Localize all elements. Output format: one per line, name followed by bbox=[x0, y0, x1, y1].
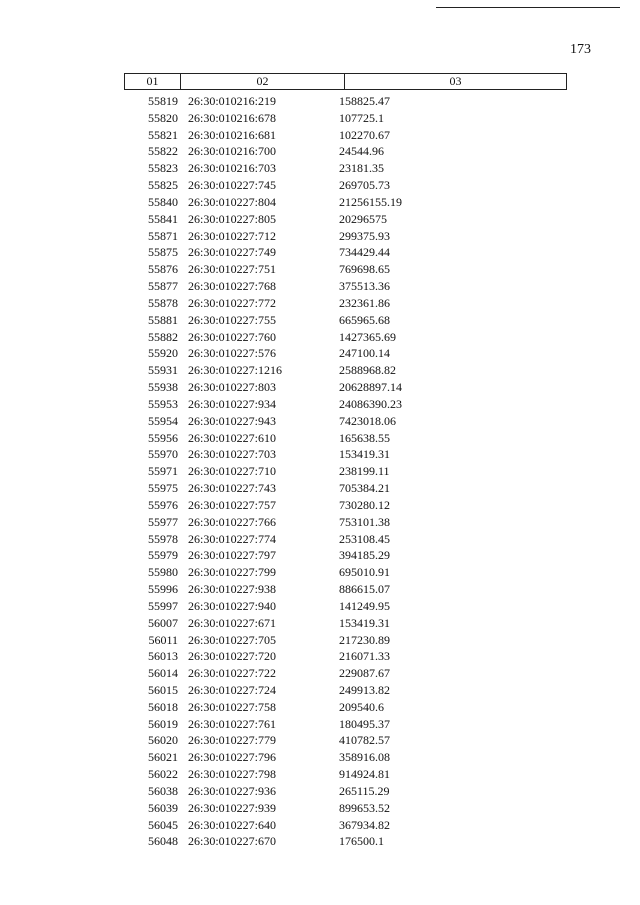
cadastral-number-cell: 26:30:010227:805 bbox=[188, 211, 277, 226]
value-cell: 229087.67 bbox=[339, 666, 390, 681]
row-id-cell: 55980 bbox=[148, 565, 178, 580]
table-row bbox=[124, 699, 567, 716]
table-row bbox=[124, 547, 567, 564]
table-row bbox=[124, 800, 567, 817]
cadastral-number-cell: 26:30:010227:796 bbox=[188, 750, 277, 765]
value-cell: 394185.29 bbox=[339, 548, 390, 563]
value-cell: 705384.21 bbox=[339, 481, 390, 496]
cadastral-number-cell: 26:30:010227:724 bbox=[188, 682, 277, 697]
row-id-cell: 56015 bbox=[148, 682, 178, 697]
cadastral-number-cell: 26:30:010227:940 bbox=[188, 598, 277, 613]
cadastral-number-cell: 26:30:010227:640 bbox=[188, 817, 277, 832]
cadastral-number-cell: 26:30:010227:936 bbox=[188, 783, 277, 798]
table-row bbox=[124, 228, 567, 245]
cadastral-number-cell: 26:30:010216:700 bbox=[188, 144, 277, 159]
page-number: 173 bbox=[570, 42, 591, 57]
row-id-cell: 56007 bbox=[148, 615, 178, 630]
value-cell: 21256155.19 bbox=[339, 194, 402, 209]
table-row bbox=[124, 345, 567, 362]
cadastral-number-cell: 26:30:010227:751 bbox=[188, 262, 277, 277]
value-cell: 253108.45 bbox=[339, 531, 390, 546]
row-id-cell: 56045 bbox=[148, 817, 178, 832]
row-id-cell: 55977 bbox=[148, 514, 178, 529]
cadastral-number-cell: 26:30:010216:678 bbox=[188, 110, 277, 125]
row-id-cell: 56039 bbox=[148, 800, 178, 815]
row-id-cell: 55970 bbox=[148, 447, 178, 462]
cadastral-number-cell: 26:30:010227:939 bbox=[188, 800, 277, 815]
table-row bbox=[124, 430, 567, 447]
row-id-cell: 55882 bbox=[148, 329, 178, 344]
value-cell: 165638.55 bbox=[339, 430, 390, 445]
row-id-cell: 55920 bbox=[148, 346, 178, 361]
table-row bbox=[124, 110, 567, 127]
row-id-cell: 55821 bbox=[148, 127, 178, 142]
value-cell: 695010.91 bbox=[339, 565, 390, 580]
table-row bbox=[124, 295, 567, 312]
value-cell: 2588968.82 bbox=[339, 363, 396, 378]
top-rule bbox=[436, 7, 620, 8]
cadastral-number-cell: 26:30:010227:758 bbox=[188, 699, 277, 714]
table-row bbox=[124, 278, 567, 295]
value-cell: 232361.86 bbox=[339, 295, 390, 310]
value-cell: 176500.1 bbox=[339, 834, 384, 849]
row-id-cell: 55938 bbox=[148, 380, 178, 395]
table-row bbox=[124, 531, 567, 548]
table-header bbox=[124, 73, 567, 90]
table-row bbox=[124, 379, 567, 396]
value-cell: 914924.81 bbox=[339, 767, 390, 782]
cadastral-number-cell: 26:30:010227:671 bbox=[188, 615, 277, 630]
row-id-cell: 56018 bbox=[148, 699, 178, 714]
table-row bbox=[124, 497, 567, 514]
value-cell: 7423018.06 bbox=[339, 413, 396, 428]
row-id-cell: 56019 bbox=[148, 716, 178, 731]
value-cell: 730280.12 bbox=[339, 497, 390, 512]
row-id-cell: 55871 bbox=[148, 228, 178, 243]
table-row bbox=[124, 783, 567, 800]
table-row bbox=[124, 766, 567, 783]
table-row bbox=[124, 312, 567, 329]
cadastral-number-cell: 26:30:010227:745 bbox=[188, 178, 277, 193]
cadastral-number-cell: 26:30:010227:943 bbox=[188, 413, 277, 428]
cadastral-number-cell: 26:30:010227:755 bbox=[188, 312, 277, 327]
table-row bbox=[124, 93, 567, 110]
column-header-03: 03 bbox=[449, 74, 462, 88]
row-id-cell: 55956 bbox=[148, 430, 178, 445]
value-cell: 367934.82 bbox=[339, 817, 390, 832]
cadastral-number-cell: 26:30:010227:774 bbox=[188, 531, 277, 546]
row-id-cell: 55876 bbox=[148, 262, 178, 277]
cadastral-number-cell: 26:30:010227:779 bbox=[188, 733, 277, 748]
table-row bbox=[124, 143, 567, 160]
row-id-cell: 55971 bbox=[148, 464, 178, 479]
table-row bbox=[124, 615, 567, 632]
value-cell: 410782.57 bbox=[339, 733, 390, 748]
value-cell: 265115.29 bbox=[339, 783, 390, 798]
table-row bbox=[124, 480, 567, 497]
table-row bbox=[124, 564, 567, 581]
value-cell: 899653.52 bbox=[339, 800, 390, 815]
row-id-cell: 55877 bbox=[148, 279, 178, 294]
table-row bbox=[124, 160, 567, 177]
cadastral-number-cell: 26:30:010227:712 bbox=[188, 228, 277, 243]
value-cell: 153419.31 bbox=[339, 447, 390, 462]
cadastral-number-cell: 26:30:010227:804 bbox=[188, 194, 277, 209]
cadastral-number-cell: 26:30:010227:757 bbox=[188, 497, 277, 512]
cadastral-number-cell: 26:30:010227:703 bbox=[188, 447, 277, 462]
cadastral-number-cell: 26:30:010227:766 bbox=[188, 514, 277, 529]
cadastral-number-cell: 26:30:010227:761 bbox=[188, 716, 277, 731]
cadastral-number-cell: 26:30:010227:768 bbox=[188, 279, 277, 294]
row-id-cell: 55825 bbox=[148, 178, 178, 193]
table-row bbox=[124, 632, 567, 649]
table-row bbox=[124, 716, 567, 733]
value-cell: 753101.38 bbox=[339, 514, 390, 529]
table-row bbox=[124, 194, 567, 211]
row-id-cell: 56021 bbox=[148, 750, 178, 765]
row-id-cell: 55953 bbox=[148, 396, 178, 411]
table-row bbox=[124, 665, 567, 682]
table-row bbox=[124, 817, 567, 834]
row-id-cell: 56014 bbox=[148, 666, 178, 681]
table-row bbox=[124, 177, 567, 194]
row-id-cell: 55975 bbox=[148, 481, 178, 496]
value-cell: 665965.68 bbox=[339, 312, 390, 327]
table-row bbox=[124, 362, 567, 379]
value-cell: 102270.67 bbox=[339, 127, 390, 142]
value-cell: 20296575 bbox=[339, 211, 387, 226]
cadastral-number-cell: 26:30:010227:798 bbox=[188, 767, 277, 782]
table-row bbox=[124, 732, 567, 749]
value-cell: 153419.31 bbox=[339, 615, 390, 630]
value-cell: 247100.14 bbox=[339, 346, 390, 361]
row-id-cell: 55954 bbox=[148, 413, 178, 428]
row-id-cell: 55841 bbox=[148, 211, 178, 226]
cadastral-number-cell: 26:30:010227:797 bbox=[188, 548, 277, 563]
row-id-cell: 55996 bbox=[148, 582, 178, 597]
cadastral-number-cell: 26:30:010216:219 bbox=[188, 94, 277, 108]
table-row bbox=[124, 598, 567, 615]
cadastral-number-cell: 26:30:010227:938 bbox=[188, 582, 277, 597]
value-cell: 158825.47 bbox=[339, 94, 390, 108]
value-cell: 249913.82 bbox=[339, 682, 390, 697]
cadastral-number-cell: 26:30:010227:934 bbox=[188, 396, 277, 411]
value-cell: 238199.11 bbox=[339, 464, 390, 479]
table-row bbox=[124, 833, 567, 850]
value-cell: 299375.93 bbox=[339, 228, 390, 243]
row-id-cell: 55997 bbox=[148, 598, 178, 613]
table-row bbox=[124, 211, 567, 228]
row-id-cell: 56048 bbox=[148, 834, 178, 849]
value-cell: 23181.35 bbox=[339, 161, 384, 176]
cadastral-number-cell: 26:30:010227:799 bbox=[188, 565, 277, 580]
row-id-cell: 56013 bbox=[148, 649, 178, 664]
row-id-cell: 55976 bbox=[148, 497, 178, 512]
value-cell: 734429.44 bbox=[339, 245, 390, 260]
cadastral-number-cell: 26:30:010227:743 bbox=[188, 481, 277, 496]
value-cell: 886615.07 bbox=[339, 582, 390, 597]
value-cell: 107725.1 bbox=[339, 110, 384, 125]
row-id-cell: 55931 bbox=[148, 363, 178, 378]
value-cell: 180495.37 bbox=[339, 716, 390, 731]
table-row bbox=[124, 396, 567, 413]
value-cell: 216071.33 bbox=[339, 649, 390, 664]
row-id-cell: 56038 bbox=[148, 783, 178, 798]
value-cell: 24544.96 bbox=[339, 144, 384, 159]
cadastral-number-cell: 26:30:010227:1216 bbox=[188, 363, 283, 378]
table-row bbox=[124, 581, 567, 598]
value-cell: 209540.6 bbox=[339, 699, 384, 714]
value-cell: 141249.95 bbox=[339, 598, 390, 613]
value-cell: 20628897.14 bbox=[339, 380, 402, 395]
row-id-cell: 55823 bbox=[148, 161, 178, 176]
row-id-cell: 55875 bbox=[148, 245, 178, 260]
cadastral-number-cell: 26:30:010227:772 bbox=[188, 295, 277, 310]
value-cell: 24086390.23 bbox=[339, 396, 402, 411]
cadastral-number-cell: 26:30:010227:803 bbox=[188, 380, 277, 395]
row-id-cell: 55881 bbox=[148, 312, 178, 327]
table-row bbox=[124, 413, 567, 430]
table-row bbox=[124, 329, 567, 346]
table-row bbox=[124, 244, 567, 261]
table-row bbox=[124, 648, 567, 665]
value-cell: 769698.65 bbox=[339, 262, 390, 277]
cadastral-number-cell: 26:30:010227:576 bbox=[188, 346, 277, 361]
row-id-cell: 55819 bbox=[148, 94, 178, 108]
value-cell: 1427365.69 bbox=[339, 329, 396, 344]
row-id-cell: 55878 bbox=[148, 295, 178, 310]
cadastral-number-cell: 26:30:010227:670 bbox=[188, 834, 277, 849]
table-row bbox=[124, 127, 567, 144]
cadastral-number-cell: 26:30:010227:749 bbox=[188, 245, 277, 260]
row-id-cell: 55978 bbox=[148, 531, 178, 546]
cadastral-number-cell: 26:30:010227:705 bbox=[188, 632, 277, 647]
row-id-cell: 56011 bbox=[148, 632, 178, 647]
row-id-cell: 55820 bbox=[148, 110, 178, 125]
value-cell: 217230.89 bbox=[339, 632, 390, 647]
cadastral-number-cell: 26:30:010227:722 bbox=[188, 666, 277, 681]
table-body bbox=[124, 93, 567, 850]
value-cell: 358916.08 bbox=[339, 750, 390, 765]
row-id-cell: 56022 bbox=[148, 767, 178, 782]
column-header-01: 01 bbox=[125, 74, 181, 89]
table-row bbox=[124, 446, 567, 463]
row-id-cell: 56020 bbox=[148, 733, 178, 748]
row-id-cell: 55979 bbox=[148, 548, 178, 563]
table-row bbox=[124, 261, 567, 278]
column-header-02: 02 bbox=[181, 74, 345, 89]
cadastral-number-cell: 26:30:010216:681 bbox=[188, 127, 277, 142]
value-cell: 269705.73 bbox=[339, 178, 390, 193]
cadastral-number-cell: 26:30:010227:760 bbox=[188, 329, 277, 344]
value-cell: 375513.36 bbox=[339, 279, 390, 294]
cadastral-number-cell: 26:30:010227:710 bbox=[188, 464, 277, 479]
cadastral-number-cell: 26:30:010216:703 bbox=[188, 161, 277, 176]
table-row bbox=[124, 463, 567, 480]
table-row bbox=[124, 749, 567, 766]
table-row bbox=[124, 682, 567, 699]
cadastral-number-cell: 26:30:010227:610 bbox=[188, 430, 277, 445]
table-row bbox=[124, 514, 567, 531]
row-id-cell: 55840 bbox=[148, 194, 178, 209]
cadastral-number-cell: 26:30:010227:720 bbox=[188, 649, 277, 664]
row-id-cell: 55822 bbox=[148, 144, 178, 159]
